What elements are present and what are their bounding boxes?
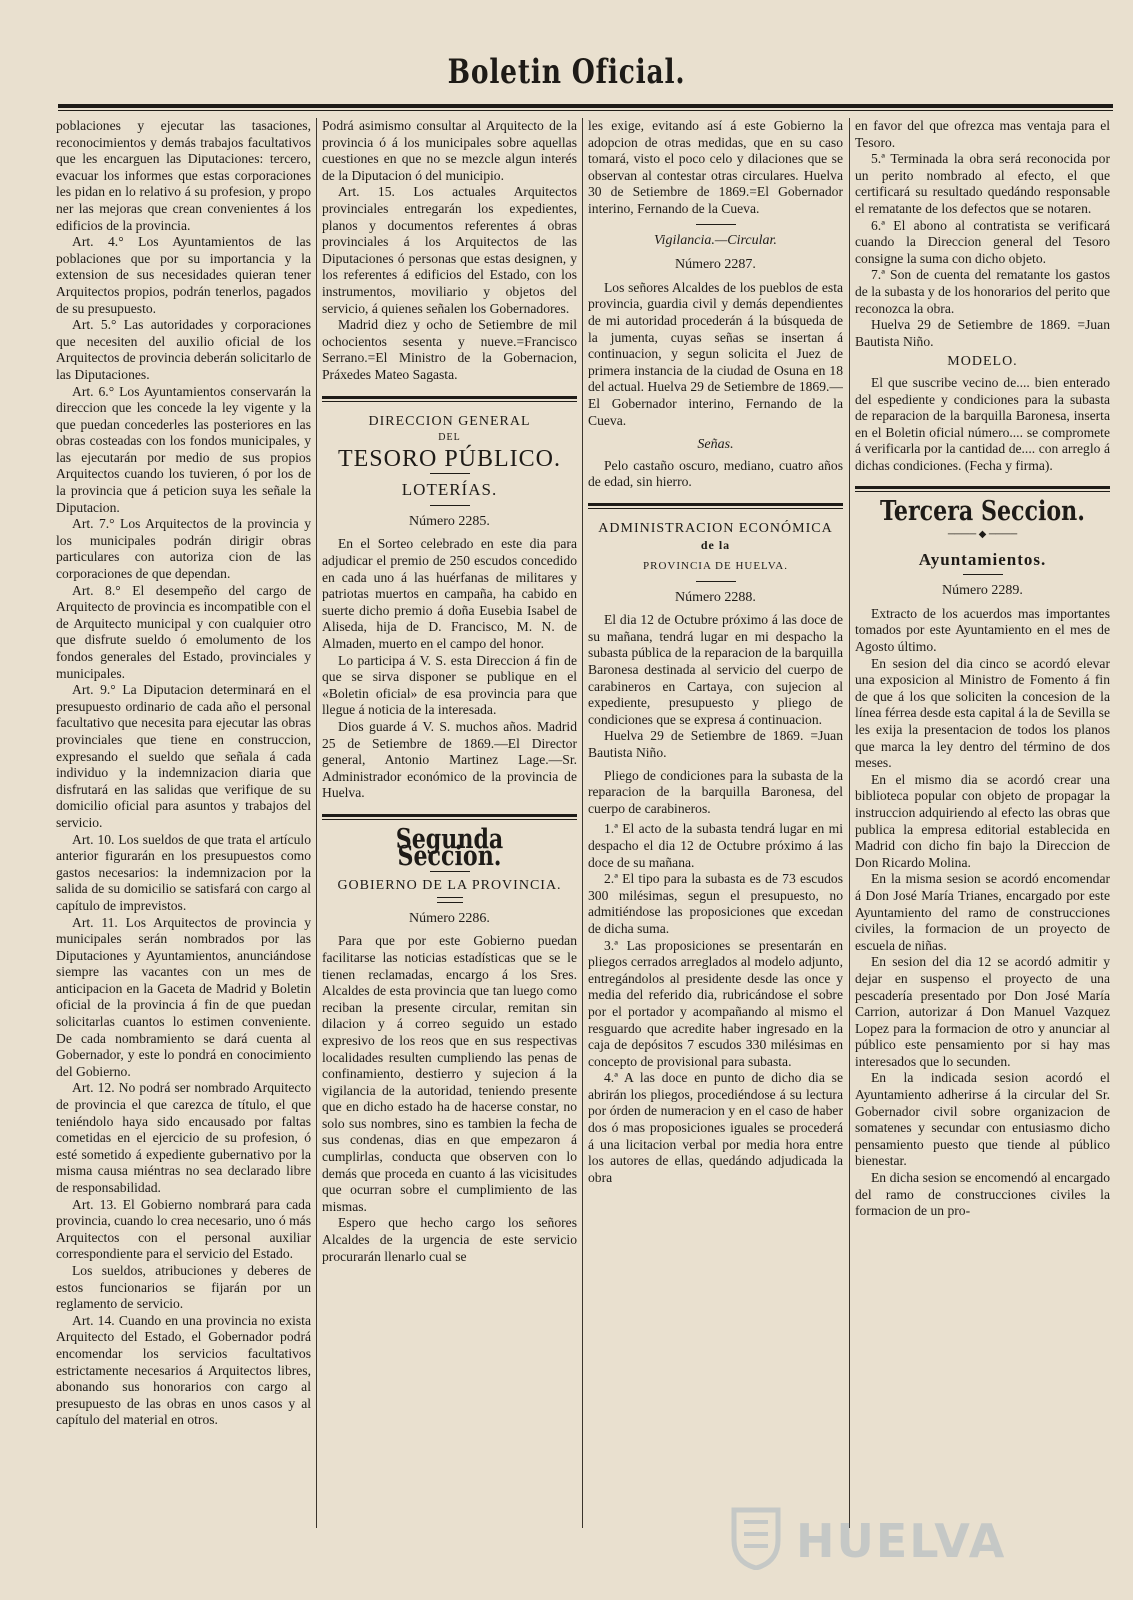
paragraph: El dia 12 de Octubre próximo á las doce de su mañana, tendrá lugar en mi despacho la subasta pública de la reparacion de la barquilla Baronesa destinada al servicio del cuerpo de carabineros en Cartaya, con sujecion al expediente, presupuesto y pliego de condiciones que se expresa á continuacion. bbox=[588, 612, 843, 727]
paragraph: Espero que hecho cargo los señores Alcaldes de la urgencia de este servicio procurarán llenarlo cual se bbox=[322, 1215, 577, 1264]
paragraph: El que suscribe vecino de.... bien enterado del espediente y condiciones para la subasta de reparacion de la barquilla Baronesa, inserta en el Boletin oficial número.... se compromete á verificarla por la cantidad de.... con arreglo á dichas condiciones. (Fecha y firma). bbox=[855, 374, 1110, 473]
paragraph: Art. 8.° El desempeño del cargo de Arquitecto de provincia es incompatible con el de Arquitecto municipal y con cualquier otro que disfrute sueldo ó emolumento de los fondos generales del Estado, provinciales y municipales. bbox=[56, 582, 311, 681]
ornament-divider: ──── ◆ ──── bbox=[947, 529, 1018, 541]
paragraph: poblaciones y ejecutar las tasaciones, reconocimientos y demás trabajos facultativos que les encarguen las Diputaciones: tercero, evacuar los informes que estas corporaciones les pidan en lo relativo á su profesion, y propo ner las mejoras que crean convenientes á los edificios de la provincia. bbox=[56, 118, 311, 233]
masthead-title: Boletin Oficial. bbox=[447, 52, 686, 92]
column-divider bbox=[316, 118, 317, 1528]
paragraph: 4.ª A las doce en punto de dicho dia se abrirán los pliegos, procediéndose á su lectura por órden de numeracion y en el caso de haber dos ó mas proposiciones iguales se procederá á una licitacion verbal por media hora entre los autores de ellas, quedándo adjudicada la obra bbox=[588, 1070, 843, 1185]
ayuntamientos-heading: Ayuntamientos. bbox=[918, 549, 1047, 569]
archive-watermark bbox=[726, 1500, 1076, 1574]
divider bbox=[430, 505, 470, 506]
notice-number: Número 2285. bbox=[409, 513, 490, 529]
paragraph: en favor del que ofrezca mas ventaja para el Tesoro. bbox=[855, 118, 1110, 150]
paragraph: En el Sorteo celebrado en este dia para adjudicar el premio de 250 escudos concedido en cada uno á las huérfanas de militares y patriotas muertos en campaña, ha cabido en suerte dicho premio á doña Eusebia Isabel de Aliseda, hija de D. Francisco, M. N. de Almaden, muerto en el campo del honor. bbox=[322, 536, 577, 652]
signature-paragraph: Huelva 29 de Setiembre de 1869. =Juan Bautista Niño. bbox=[588, 728, 843, 760]
senas-heading: Señas. bbox=[697, 437, 734, 453]
column-4 bbox=[855, 118, 1110, 1528]
paragraph: Art. 6.° Los Ayuntamientos conservarán la direccion que les concede la ley vigente y la que puedan concederles las posteriores en las obras costeadas con los fondos municipales, y las ejecutarán por medio de sus propios Arquitectos cuando los tuvieren, ó por los de la provincia que á peticion suya les señale la Diputacion. bbox=[56, 383, 311, 515]
header-rule-thin bbox=[58, 110, 1113, 111]
divider bbox=[430, 473, 470, 474]
paragraph: 5.ª Terminada la obra será reconocida por un perito nombrado al efecto, el que certificará su resultado quedándo responsable el rematante de los defectos que se notaren. bbox=[855, 151, 1110, 216]
notice-number: Número 2288. bbox=[675, 589, 756, 605]
paragraph: Pelo castaño oscuro, mediano, cuatro años de edad, sin hierro. bbox=[588, 457, 843, 490]
administracion-de-la: de la bbox=[700, 538, 731, 553]
paragraph: Art. 5.° Las autoridades y corporaciones que necesiten del auxilio oficial de los Arquitectos de provincia deberán solicitarlo de las Diputaciones. bbox=[56, 317, 311, 382]
paragraph: Art. 12. No podrá ser nombrado Arquitecto de provincia el que carezca de título, el que teniéndolo haya sido encausado por faltas cometidas en el ejercicio de su profesion, ó esté sometido á expediente gubernativo por la misma causa miéntras no sea declarado libre de responsabilidad. bbox=[56, 1080, 311, 1195]
paragraph: Extracto de los acuerdos mas importantes tomados por este Ayuntamiento en el mes de Agosto último. bbox=[855, 605, 1110, 655]
paragraph: 7.ª Son de cuenta del rematante los gastos de la subasta y de los honorarios del perito que reconozca la obra. bbox=[855, 267, 1110, 316]
header-rule bbox=[58, 104, 1113, 108]
paragraph: Art. 9.° La Diputacion determinará en el presupuesto ordinario de cada año el personal facultativo que necesita para ejecutar las obras provinciales que tiene en construccion, expresando el sueldo que señala á cada individuo y la indemnizacion diaria que disfrutará en las salidas que verifique de su domicilio oficial para asuntos y trabajos del servicio. bbox=[56, 682, 311, 830]
paragraph: Art. 10. Los sueldos de que trata el artículo anterior figurarán en los presupuestos como gastos necesarios: la indemnizacion por la salida de su domicilio se satisfará con cargo al capítulo de imprevistos. bbox=[56, 831, 311, 913]
column-divider bbox=[582, 118, 583, 1528]
paragraph: 1.ª El acto de la subasta tendrá lugar en mi despacho el dia 12 de Octubre próximo á las doce de su mañana. bbox=[588, 821, 843, 870]
section-rule bbox=[855, 486, 1110, 492]
paragraph: En el mismo dia se acordó crear una biblioteca popular con objeto de propagar la instruccion adquiriendo al efecto las obras que publica la empresa editorial establecida en Madrid con dicho fin bajo la Direccion de Don Ricardo Molina. bbox=[855, 771, 1110, 870]
loterias-heading: LOTERÍAS. bbox=[401, 480, 498, 500]
section-heading: Tercera Seccion. bbox=[880, 496, 1085, 528]
paragraph: Dios guarde á V. S. muchos años. Madrid 25 de Setiembre de 1869.—El Director general, Antonio Martinez Lage.—Sr. Administrador económico de la provincia de Huelva. bbox=[322, 719, 577, 801]
paragraph: En sesion del dia cinco se acordó elevar una exposicion al Ministro de Fomento á fin de que á los que soliciten la concesion de la línea férrea desde esta capital á la de Sevilla se les exija la presentacion de todos los planos que marca la ley dentro del término de dos meses. bbox=[855, 655, 1110, 771]
section-rule bbox=[322, 814, 577, 820]
signature-paragraph: Madrid diez y ocho de Setiembre de mil ochocientos sesenta y nueve.=Francisco Serrano.=El Ministro de la Gobernacion, Práxedes Mateo Sagasta. bbox=[322, 317, 577, 382]
notice-number: Número 2286. bbox=[409, 910, 490, 926]
paragraph: Lo participa á V. S. esta Direccion á fin de que se sirva disponer se publique en el «Boletin oficial» de esa provincia para que llegue á noticia de la interesada. bbox=[322, 652, 577, 718]
divider bbox=[696, 224, 736, 225]
watermark-text: HUELVA bbox=[796, 1514, 1007, 1568]
direccion-heading: DIRECCION GENERAL bbox=[368, 413, 531, 429]
divider bbox=[696, 581, 736, 582]
column-3 bbox=[588, 118, 843, 1528]
paragraph: Los sueldos, atribuciones y deberes de estos funcionarios se fijarán por un reglamento de servicio. bbox=[56, 1262, 311, 1312]
paragraph: 2.ª El tipo para la subasta es de 73 escudos 300 milésimas, segun el presupuesto, no admitiéndose las proposiciones que excedan de dicha suma. bbox=[588, 871, 843, 936]
gobierno-heading: GOBIERNO DE LA PROVINCIA. bbox=[337, 878, 562, 894]
paragraph: En dicha sesion se encomendó al encargado del ramo de construcciones civiles la formacion de un pro- bbox=[855, 1170, 1110, 1219]
paragraph: Para que por este Gobierno puedan facilitarse las noticias estadísticas que se le tienen reclamadas, encargo á los Sres. Alcaldes de esta provincia que tan luego como reciban la presente circular, remitan sin dilacion y á correo seguido un estado expresivo de los reos que en sus respectivas localidades resulten cumpliendo las penas de confinamiento, destierro y sujecion á la vigilancia de la autoridad, teniendo presente que en dicho estado ha de hacerse constar, no solo sus nombres, sino es tambien la fecha de sus condenas, dias en que empezaron á cumplirlas, conducta que observen con lo demás que proceda en cuanto á las vicisitudes que ocurran sobre el cumplimiento de las mismas. bbox=[322, 933, 577, 1214]
paragraph: Art. 13. El Gobierno nombrará para cada provincia, cuando lo crea necesario, uno ó más Arquitectos con el personal auxiliar correspondiente para el servicio del Estado. bbox=[56, 1196, 311, 1262]
tesoro-heading: TESORO PÚBLICO. bbox=[337, 445, 562, 472]
notice-number: Número 2289. bbox=[942, 583, 1023, 599]
paragraph: En sesion del dia 12 se acordó admitir y dejar en suspenso el proyecto de una pescadería presentado por Don José María Carrion, autorizar á Don Manuel Vazquez Lopez para la formacion de otro y anunciar al público este pensamiento por si hay mas interesados que lo secunden. bbox=[855, 954, 1110, 1069]
paragraph: Art. 11. Los Arquitectos de provincia y municipales serán nombrados por las Diputaciones y Ayuntamientos, anunciándose siempre las vacantes con un mes de anticipacion en la Gaceta de Madrid y Boletin oficial de la provincia á fin de que puedan solicitarlas cuantos lo estimen conveniente. De cada nombramiento se dará cuenta al Gobernador, y este lo pondrá en conocimiento del Gobierno. bbox=[56, 914, 311, 1079]
paragraph: les exige, evitando así á este Gobierno la adopcion de otras medidas, que en su caso tomará, visto el poco celo y dilaciones que se observan al contestar otras circulares. Huelva 30 de Setiembre de 1869.=El Gobernador interino, Fernando de la Cueva. bbox=[588, 118, 843, 216]
paragraph: Art. 7.° Los Arquitectos de la provincia y los municipales podrán dirigir obras particulares con autoriza cion de las corporaciones de que dependan. bbox=[56, 516, 311, 582]
vigilancia-heading: Vigilancia.—Circular. bbox=[654, 232, 777, 248]
provincia-heading: PROVINCIA DE HUELVA. bbox=[643, 560, 788, 573]
paragraph: Art. 4.° Los Ayuntamientos de las poblaciones que por su importancia y la extension de sus necesidades quieran tener Arquitectos propios, podrán tenerlos, pagados de su presupuesto. bbox=[56, 234, 311, 316]
paragraph: Art. 15. Los actuales Arquitectos provinciales entregarán los expedientes, planos y documentos referentes á obras provinciales á los Arquitectos de las Diputaciones ó personas que estas designen, y los referentes á edificios del Estado, con los instrumentos, moviliario y objetos del servicio, á quienes señalen los Gobernadores. bbox=[322, 184, 577, 316]
column-2 bbox=[322, 118, 577, 1528]
column-divider bbox=[849, 118, 850, 1528]
section-rule bbox=[322, 396, 577, 402]
paragraph: En la misma sesion se acordó encomendar á Don José María Trianes, encargado por este Ayuntamiento del ramo de construcciones civiles, la formacion de un proyecto de escuela de niñas. bbox=[855, 871, 1110, 953]
crest-icon bbox=[726, 1500, 786, 1570]
section-rule bbox=[588, 503, 843, 509]
paragraph: 6.ª El abono al contratista se verificará cuando la Direccion general del Tesoro consigne la suma con dicho objeto. bbox=[855, 217, 1110, 266]
double-divider bbox=[437, 897, 463, 903]
divider bbox=[963, 574, 1003, 575]
pliego-heading: Pliego de condiciones para la subasta de la reparacion de la barquilla Baronesa, del cuerpo de carabineros. bbox=[588, 767, 843, 816]
administracion-heading: ADMINISTRACION ECONÓMICA bbox=[598, 520, 833, 536]
paragraph: 3.ª Las proposiciones se presentarán en pliegos cerrados arreglados al modelo adjunto, entregándolos al presidente desde las once y media del referido dia, rubricándose el sobre por el portador y acompañando al mismo el resguardo que acredite haber ingresado en la caja de depósitos 7 escudos 330 milésimas en concepto de provisional para subasta. bbox=[588, 937, 843, 1069]
paragraph: Los señores Alcaldes de los pueblos de esta provincia, guardia civil y demás dependientes de mi autoridad procederán á la búsqueda de la jumenta, cuyas señas se insertan á continuacion, y segun solicita el Juez de primera instancia de la ciudad de Osuna en 18 del actual. Huelva 29 de Setiembre de 1869.—El Gobernador interino, Fernando de la Cueva. bbox=[588, 279, 843, 428]
signature-paragraph: Huelva 29 de Setiembre de 1869. =Juan Bautista Niño. bbox=[855, 317, 1110, 349]
modelo-heading: MODELO. bbox=[947, 354, 1018, 370]
paragraph: Art. 14. Cuando en una provincia no exista Arquitecto del Estado, el Gobernador podrá encomendar los servicios facultativos estrictamente necesarios á Arquitectos libres, abonando sus honorarios con cargo al presupuesto de las obras en unos casos y al capítulo del material en otros. bbox=[56, 1312, 311, 1428]
paragraph: En la indicada sesion acordó el Ayuntamiento adherirse á la circular del Sr. Gobernador civil sobre organizacion de somatenes y secundar con entusiasmo dicho pensamiento puesto que tiende al público bienestar. bbox=[855, 1070, 1110, 1169]
column-1 bbox=[56, 118, 311, 1528]
section-heading: Segunda Seccion. bbox=[395, 823, 504, 872]
notice-number: Número 2287. bbox=[675, 257, 756, 273]
paragraph: Podrá asimismo consultar al Arquitecto de la provincia ó á los municipales sobre aquellas cuestiones en que no se mezcle algun interés de la Diputacion ó del municipio. bbox=[322, 118, 577, 183]
direccion-del: DEL bbox=[438, 432, 461, 444]
